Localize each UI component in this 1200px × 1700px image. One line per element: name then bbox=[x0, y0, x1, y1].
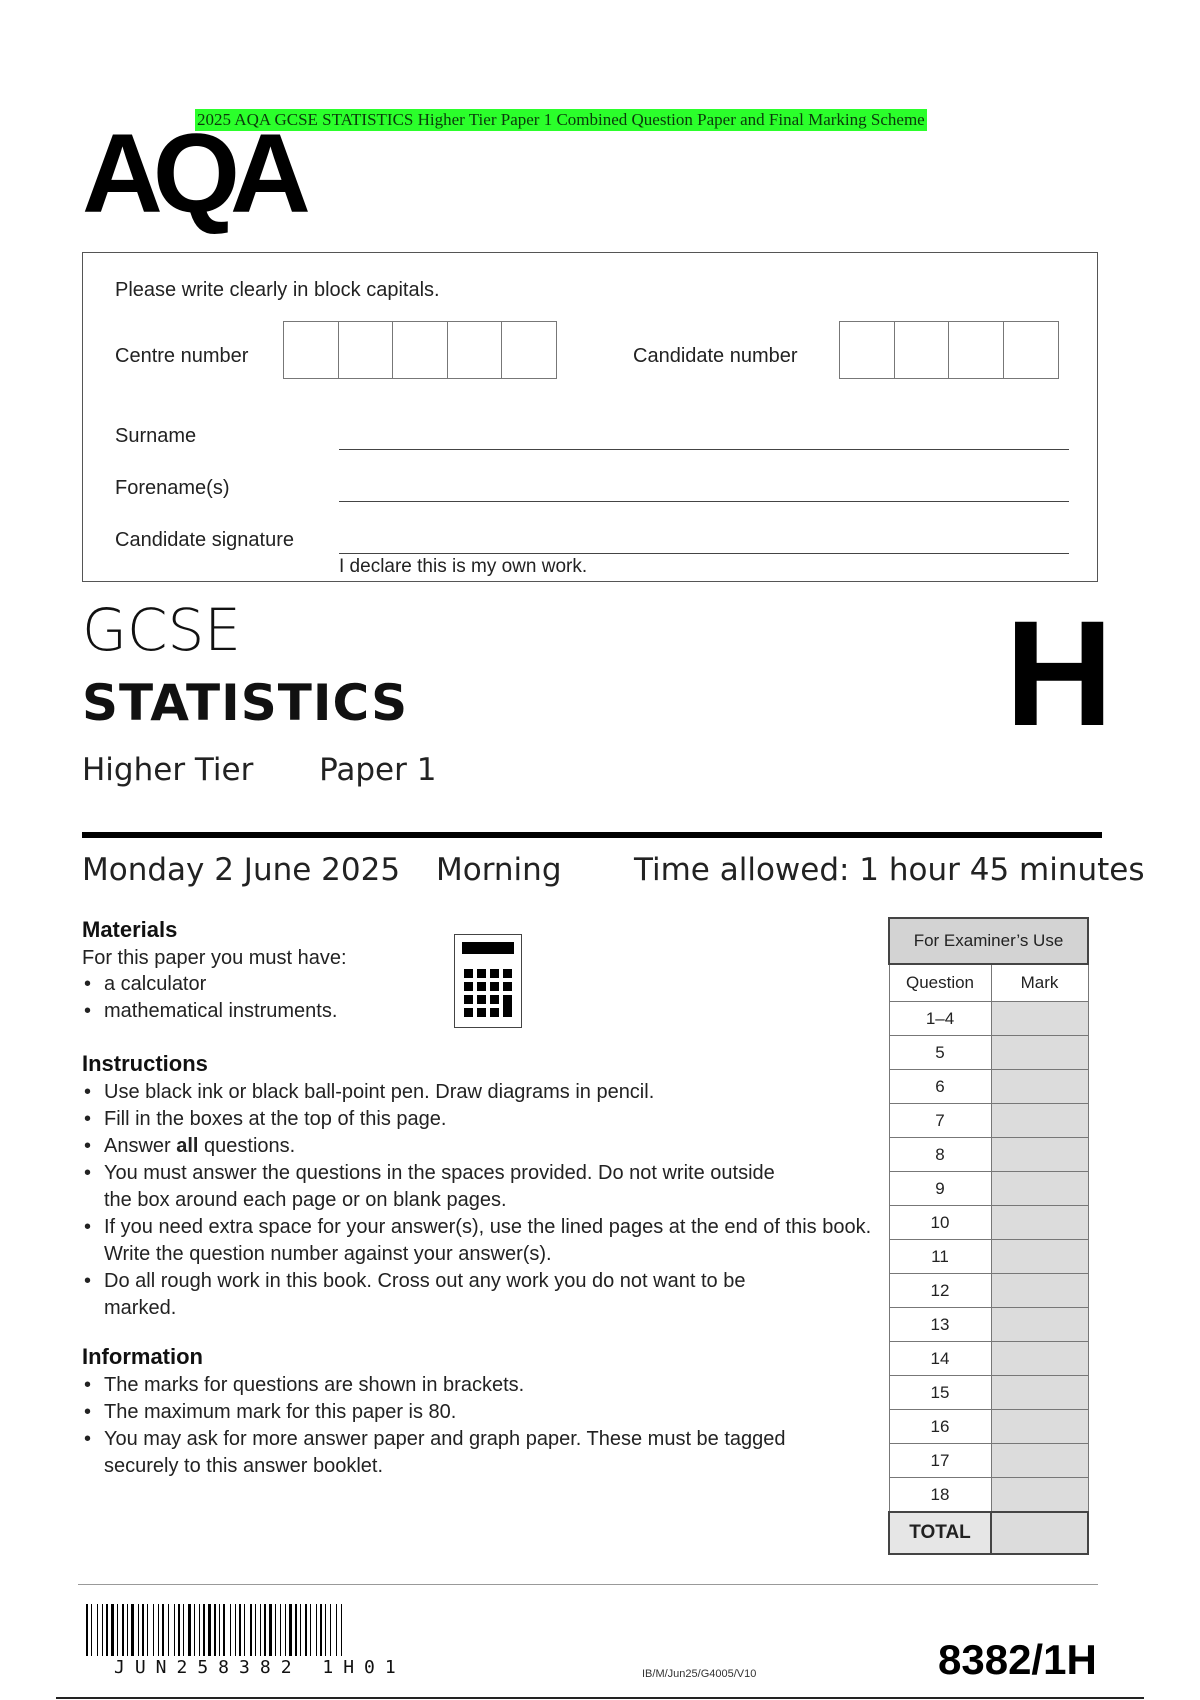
examiner-table-title: For Examiner’s Use bbox=[889, 918, 1088, 964]
information-section bbox=[82, 1344, 802, 1480]
forename-line[interactable] bbox=[339, 501, 1069, 502]
instruction-answer-suffix: questions. bbox=[198, 1135, 296, 1157]
paper-code: 8382/1H bbox=[938, 1636, 1097, 1683]
question-number: 5 bbox=[889, 1036, 991, 1070]
centre-digit-box[interactable] bbox=[338, 321, 394, 379]
subject-heading: STATISTICS bbox=[82, 674, 409, 732]
instruction-answer-prefix: Answer bbox=[104, 1135, 177, 1157]
qualification-heading: GCSE bbox=[82, 596, 241, 664]
forename-label: Forename(s) bbox=[115, 477, 230, 499]
instruction-item: • Do all rough work in this book. Cross out any work you do not want to be marked. bbox=[82, 1268, 784, 1322]
surname-label: Surname bbox=[115, 425, 197, 447]
centre-number-boxes bbox=[283, 321, 557, 379]
mark-cell bbox=[991, 1002, 1088, 1036]
mark-cell bbox=[991, 1410, 1088, 1444]
signature-label: Candidate signature bbox=[115, 529, 295, 551]
question-number: 17 bbox=[889, 1444, 991, 1478]
information-item: • The maximum mark for this paper is 80. bbox=[82, 1399, 802, 1426]
barcode-text: JUN258382 1H01 bbox=[114, 1657, 406, 1678]
time-allowed: Time allowed: 1 hour 45 minutes bbox=[634, 852, 1145, 888]
question-number: 6 bbox=[889, 1070, 991, 1104]
candidate-digit-box[interactable] bbox=[1003, 321, 1059, 379]
candidate-details-box bbox=[82, 252, 1098, 582]
instruction-item: • If you need extra space for your answer(s), use the lined pages at the end of this book. Write the question number against your answer(s). bbox=[82, 1214, 874, 1268]
materials-item: • a calculator bbox=[82, 971, 442, 998]
question-number: 10 bbox=[889, 1206, 991, 1240]
title-rule bbox=[82, 832, 1102, 838]
information-item: • You may ask for more answer paper and graph paper. These must be tagged securely to this answer booklet. bbox=[82, 1426, 804, 1480]
instructions-section bbox=[82, 1051, 872, 1322]
question-number: 14 bbox=[889, 1342, 991, 1376]
question-number: 13 bbox=[889, 1308, 991, 1342]
page-bottom-rule bbox=[56, 1697, 1144, 1699]
question-number: 15 bbox=[889, 1376, 991, 1410]
footer-rule bbox=[78, 1584, 1098, 1585]
signature-line[interactable] bbox=[339, 553, 1069, 554]
candidate-number-boxes bbox=[839, 321, 1059, 379]
tier-paper-line bbox=[82, 752, 436, 788]
mark-cell bbox=[991, 1274, 1088, 1308]
materials-section bbox=[82, 917, 442, 1025]
mark-cell bbox=[991, 1308, 1088, 1342]
question-number: 16 bbox=[889, 1410, 991, 1444]
exam-date: Monday 2 June 2025 bbox=[82, 852, 401, 888]
mark-cell bbox=[991, 1206, 1088, 1240]
mark-cell bbox=[991, 1172, 1088, 1206]
centre-digit-box[interactable] bbox=[392, 321, 448, 379]
calculator-icon bbox=[454, 934, 522, 1028]
question-number: 12 bbox=[889, 1274, 991, 1308]
instruction-item bbox=[82, 1133, 872, 1160]
centre-digit-box[interactable] bbox=[501, 321, 557, 379]
mark-cell bbox=[991, 1138, 1088, 1172]
instructions-title: Instructions bbox=[82, 1051, 208, 1076]
exam-session: Morning bbox=[436, 852, 562, 888]
tier-letter: H bbox=[1005, 589, 1114, 757]
instruction-item: • Fill in the boxes at the top of this page. bbox=[82, 1106, 872, 1133]
question-number: 9 bbox=[889, 1172, 991, 1206]
block-capitals-instruction: Please write clearly in block capitals. bbox=[115, 279, 440, 301]
document-title-banner: 2025 AQA GCSE STATISTICS Higher Tier Paper 1 Combined Question Paper and Final Marking Scheme bbox=[197, 110, 925, 129]
total-label: TOTAL bbox=[889, 1512, 991, 1554]
mark-cell bbox=[991, 1036, 1088, 1070]
information-title: Information bbox=[82, 1344, 203, 1369]
instruction-item: • You must answer the questions in the spaces provided. Do not write outside the box around each page or on blank pages. bbox=[82, 1160, 784, 1214]
instruction-answer-bold: all bbox=[176, 1135, 199, 1157]
aqa-logo: AQA bbox=[82, 111, 301, 236]
centre-digit-box[interactable] bbox=[283, 321, 339, 379]
candidate-digit-box[interactable] bbox=[948, 321, 1004, 379]
question-number: 11 bbox=[889, 1240, 991, 1274]
mark-cell bbox=[991, 1240, 1088, 1274]
candidate-digit-box[interactable] bbox=[894, 321, 950, 379]
mark-cell bbox=[991, 1342, 1088, 1376]
total-mark-cell bbox=[991, 1512, 1088, 1554]
mark-cell bbox=[991, 1376, 1088, 1410]
declaration-text: I declare this is my own work. bbox=[339, 556, 588, 577]
question-column-header: Question bbox=[889, 964, 991, 1002]
centre-digit-box[interactable] bbox=[447, 321, 503, 379]
materials-intro: For this paper you must have: bbox=[82, 947, 347, 969]
instruction-item: • Use black ink or black ball-point pen. Draw diagrams in pencil. bbox=[82, 1079, 872, 1106]
mark-cell bbox=[991, 1444, 1088, 1478]
barcode-graphic bbox=[86, 1604, 498, 1656]
question-number: 8 bbox=[889, 1138, 991, 1172]
tier-label: Higher Tier bbox=[82, 752, 254, 788]
centre-number-label: Centre number bbox=[115, 345, 249, 367]
materials-item: • mathematical instruments. bbox=[82, 998, 442, 1025]
mark-cell bbox=[991, 1478, 1088, 1513]
candidate-digit-box[interactable] bbox=[839, 321, 895, 379]
examiner-use-table bbox=[888, 917, 1089, 1555]
mark-cell bbox=[991, 1104, 1088, 1138]
question-number: 1–4 bbox=[889, 1002, 991, 1036]
mark-cell bbox=[991, 1070, 1088, 1104]
question-number: 18 bbox=[889, 1478, 991, 1513]
materials-title: Materials bbox=[82, 917, 178, 942]
candidate-number-label: Candidate number bbox=[633, 345, 798, 367]
surname-line[interactable] bbox=[339, 449, 1069, 450]
paper-label: Paper 1 bbox=[319, 752, 437, 788]
question-number: 7 bbox=[889, 1104, 991, 1138]
document-reference: IB/M/Jun25/G4005/V10 bbox=[642, 1668, 757, 1680]
information-item: • The marks for questions are shown in brackets. bbox=[82, 1372, 802, 1399]
mark-column-header: Mark bbox=[991, 964, 1088, 1002]
